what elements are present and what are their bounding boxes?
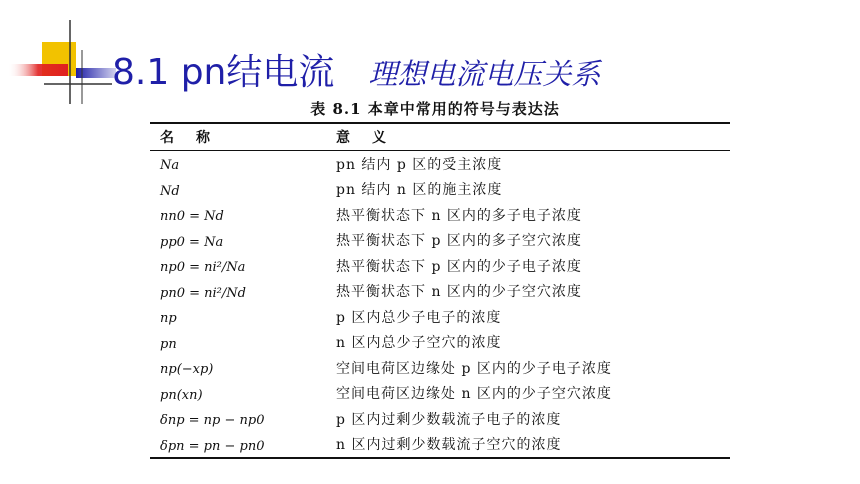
meaning-cell: 热平衡状态下 n 区内的多子电子浓度	[336, 207, 582, 224]
title-subtitle: 理想电流电压关系	[368, 57, 601, 91]
symbol-cell: Nd	[160, 183, 180, 199]
slide-title	[112, 44, 600, 94]
table-row	[150, 355, 730, 381]
symbol-cell: np	[160, 311, 177, 327]
meaning-cell: pn 结内 p 区的受主浓度	[336, 156, 503, 173]
meaning-cell: p 区内总少子电子的浓度	[336, 309, 502, 326]
symbol-cell: δnp = np − np0	[160, 413, 265, 429]
symbol-cell: pp0 = Na	[160, 234, 224, 250]
meaning-cell: 热平衡状态下 p 区内的少子电子浓度	[336, 258, 582, 275]
symbol-cell: δpn = pn − pn0	[160, 438, 265, 454]
header-name: 名称	[160, 130, 232, 146]
table-row	[150, 381, 730, 407]
table-row	[150, 177, 730, 203]
symbol-table	[150, 96, 730, 459]
table-row	[150, 304, 730, 330]
table-row	[150, 432, 730, 458]
meaning-cell: p 区内过剩少数载流子电子的浓度	[336, 411, 562, 428]
table-row	[150, 279, 730, 305]
title-main: 8.1 pn结电流	[112, 52, 335, 93]
meaning-cell: pn 结内 n 区的施主浓度	[336, 182, 503, 199]
symbol-cell: np(−xp)	[160, 362, 214, 378]
symbol-cell: nn0 = Nd	[160, 209, 224, 225]
header-meaning: 意义	[336, 130, 408, 146]
table-row	[150, 202, 730, 228]
meaning-cell: 热平衡状态下 p 区内的多子空穴浓度	[336, 233, 582, 250]
symbol-cell: np0 = ni²/Na	[160, 260, 246, 276]
table-row	[150, 330, 730, 356]
symbol-cell: pn(xn)	[160, 387, 203, 403]
symbol-cell: Na	[160, 158, 180, 174]
table-header	[150, 124, 730, 151]
table-row	[150, 151, 730, 177]
meaning-cell: 空间电荷区边缘处 p 区内的少子电子浓度	[336, 360, 612, 377]
table-body	[150, 151, 730, 459]
corner-logo	[0, 0, 120, 110]
symbol-cell: pn0 = ni²/Nd	[160, 285, 246, 301]
table-row	[150, 253, 730, 279]
meaning-cell: n 区内总少子空穴的浓度	[336, 335, 502, 352]
meaning-cell: n 区内过剩少数载流子空穴的浓度	[336, 437, 562, 454]
table-row	[150, 228, 730, 254]
table-row	[150, 406, 730, 432]
table-caption: 表 8.1 本章中常用的符号与表达法	[310, 100, 560, 118]
meaning-cell: 空间电荷区边缘处 n 区内的少子空穴浓度	[336, 386, 612, 403]
symbol-cell: pn	[160, 336, 177, 352]
meaning-cell: 热平衡状态下 n 区内的少子空穴浓度	[336, 284, 582, 301]
